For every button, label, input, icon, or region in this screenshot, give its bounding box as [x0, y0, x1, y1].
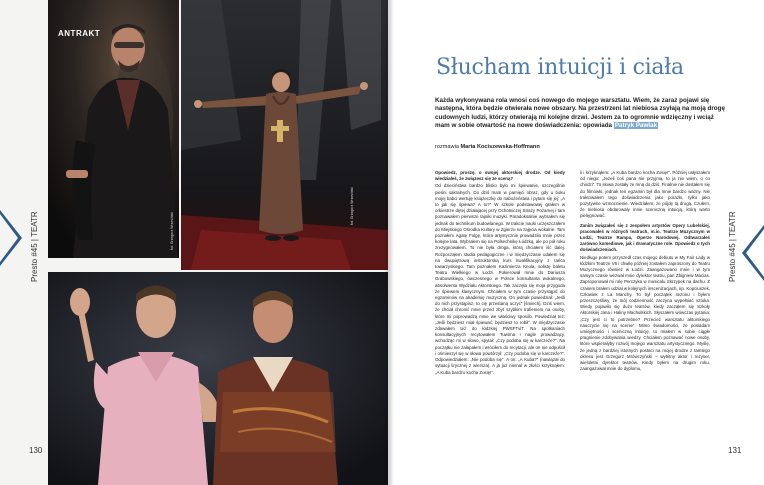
text-column-1 — [435, 170, 565, 377]
photo-two-actors — [48, 272, 388, 485]
right-side-tab: Presto #45 | TEATR — [728, 211, 737, 282]
spread-gutter — [384, 0, 394, 485]
text-column-2 — [580, 170, 710, 374]
photo-credit-2: fot. Grzegorz Wrzesiński — [350, 186, 354, 225]
right-page — [388, 0, 764, 485]
answer-paragraph: li i krzyknąłem: „A Kuba bardzo kocha Zosię!”. Później usłyszałem od niego: „Jeżeli coś pana nie przyjmą, to ja nie wiem, o co chodzi”. To słowa zostały ze mną do dziś. Finalnie nie dostałem się do filmówki, jednak ten egzamin był dla mnie bardzo ważny. Nie traktowałem tego doświadczenia jako porażki, tylko jako pozytywne wzmocnienie. Wiedziałem, że pójdę tą drogą. Czułem, że niebiosa obdarowały mnie sceniczną intuicją, którą warto pielęgnować. — [580, 170, 710, 219]
byline-author: Marta Kociszewska-Hoffmann — [460, 144, 540, 150]
lead-highlight-name: Patryk Pawlak — [614, 122, 658, 130]
left-side-tab: Presto #45 | TEATR — [30, 211, 39, 282]
answer-paragraph: Od dzieciństwa bardzo blisko było mi śpiewanie, szczególnie pieśni sakralnych. Do dziś mam w pamięci obraz, gdy u boku mojej babci wertuję książeczkę do nabożeństwa i pytam się jej: „A to jak się śpiewa? A to?” W szkole podstawowej grałem w orkiestrze dętej działającej przy Ochotniczej Straży Pożarnej i tam poznawałem pierwsze tajniki muzyki. Paradoksalnie wybrałem się jednak do technikum budowlanego. W trakcie nauki uczęszczałem do Miejskiego Ośrodka Kultury w Zgierzu na zajęcia wokalne. Tam poznałem Agatę Folgę, która artystycznie prowadziła mnie przez kolejne lata. Wybrałem się na Politechnikę Łódzką, ale po pół roku zrezygnowałem. To nie była droga, którą chciałem iść dalej. Rozpocząłem studia pedagogiczne i w międzyczasie udałem się na dwupiętrową instruktorską kurs kwalifikacyjny z tańca towarzyskiego. Tam poznałem Kazimierza Knola, solistę baletu Teatru Wielkiego w Łodzi. Pokierował mnie do Dariusza Grabowskiego, ówczesnego w Polsce konsultanta wokalnego, absolwenta Wydziału Aktorskiego. Tak zaczęła się moja przygoda ze śpiewem klasycznym. Chciałem w tym czasie przystąpić do egzaminów na akademię muzyczną. On jednak powiedział: „Jeśli do nich przystąpisz, to cię przestaną uczyć” [śmiech]. Dziś wiem, że chciał chronić mnie przed zbyt szybkim trafieniem na osoby, które mi poprowadzą mnie we właściwy sposób. Powiedział też: „Jeśli będziesz miał śpiewać, będziesz to robił”. W międzyczasie zdawałem też do łódzkiej PWSFTviT. Na spotkaniach konsultacyjnych recytowałem Tuwima i nagle prowadzący, wchodząc mi w słowo, spytał: „Czy podoba się w karczeźe?”. Na początku nie załapałem i wróciłem do recytacji, ale on nie odpuścił i ośmieszył się w słowa powtórzył: „Czy podoba się w karczeźe?”. Odpowiedziałem: „Nie podoba się”. A on: „A Kuba?” (nawiązał do sytuacji lirycznej z wiersza). A ja już niemal w złości krzyknąłem: „A Kuba bardzo kocha Zosię!”. — [435, 183, 565, 375]
lead-text: Każda wykonywana rola wnosi coś nowego do mojego warsztatu. Wiem, że zaraz pojawi się następna, która będzie otwierała nowe obszary. Na przestrzeni lat niebiosa zsyłają na moją drogę cudownych ludzi, którzy otwierają mi kolejne drzwi. Jestem za to ogromnie wdzięczny i wciąż mam w sobie otwartość na nowe doświadczenia: opowiada — [435, 97, 725, 130]
section-label: ANTRAKT — [58, 29, 101, 38]
question-paragraph: Zanim związałeś się z zespołem artystów Opery Lubelskiej, pracowałeś w różnych teatrach, m.in. Teatrze Muzycznym w Łodzi, Teatrze Rampa, Operze Narodowej. Odtwarzałeś zarówno komediowe, jak i dramatyczne role. Opowiedz o tych doświadczeniach. — [580, 222, 710, 253]
photo-actor-glasses — [48, 0, 179, 258]
answer-paragraph: Niedługo potem przyszedł czas mojego debiutu w My Fair Lady w łódzkim Teatrze V6 i chwilę później zostałem zaproszony do Teatru Muzycznego również w Łodzi. Zaangażowano mnie i w tym samym czasie wezwał mnie dyrektor teatru, pan Zbigniew Macias. Zaproponował mi rolę Perczyka w musicalu Skrzypek na dachu. Z czasem brałem udział w kolejnych inscenizacjach, np. Kopciuszek, Człowiek z La Manchy. To był początek sezonu i byłem przeszczęśliwy, że mój codzienność zaczyna wypełniać sztuka. Wiedy pojawiło się dużo teatrów, kiedy zacząłem się Szkoły Aktorskiej Jana i Haliny Machulskich. Słyszałem wówczas pytania: „Czy jest ci to potrzebne? Przecież warsztatu aktorskiego nauczycie się na scenie”. Mimo świadomości, że posiadam umiejętności i sceniczną intuicję, to miałem w sobie ciągłe pragnienie zdobywania wiedzy. Chciałem poznawać nowe osoby, które wspierałyby rozwój mojego warsztatu artystycznego. Myślę, że jedną z bardziej istotnych postaci na mojej drodze z tamtego okresu jest Grzegorz Mrówczyński – wybitny aktor i reżyser, wieloletni dyrektor teatrów. Kiedy byłem na drugim roku, zaangażował mnie do dyplomu, — [580, 254, 710, 372]
byline — [435, 144, 540, 150]
question-paragraph: Opowiedz, proszę, o swojej aktorskiej drodze. Od kiedy wiedziałeś, że związesz się ze sceną? — [435, 170, 565, 182]
photo-monk-on-stage — [181, 0, 388, 270]
photo-credit: fot. Grzegorz Wrzesiński — [170, 211, 174, 250]
article-title: Słucham intuicji i ciała — [436, 55, 684, 80]
article-lead — [435, 97, 725, 131]
right-page-number: 131 — [728, 446, 742, 455]
right-page-tab-marker-inner — [746, 229, 764, 277]
left-page-tab-marker-inner — [0, 214, 18, 262]
left-page-number: 130 — [29, 446, 43, 455]
byline-prefix: rozmawia — [435, 144, 459, 150]
